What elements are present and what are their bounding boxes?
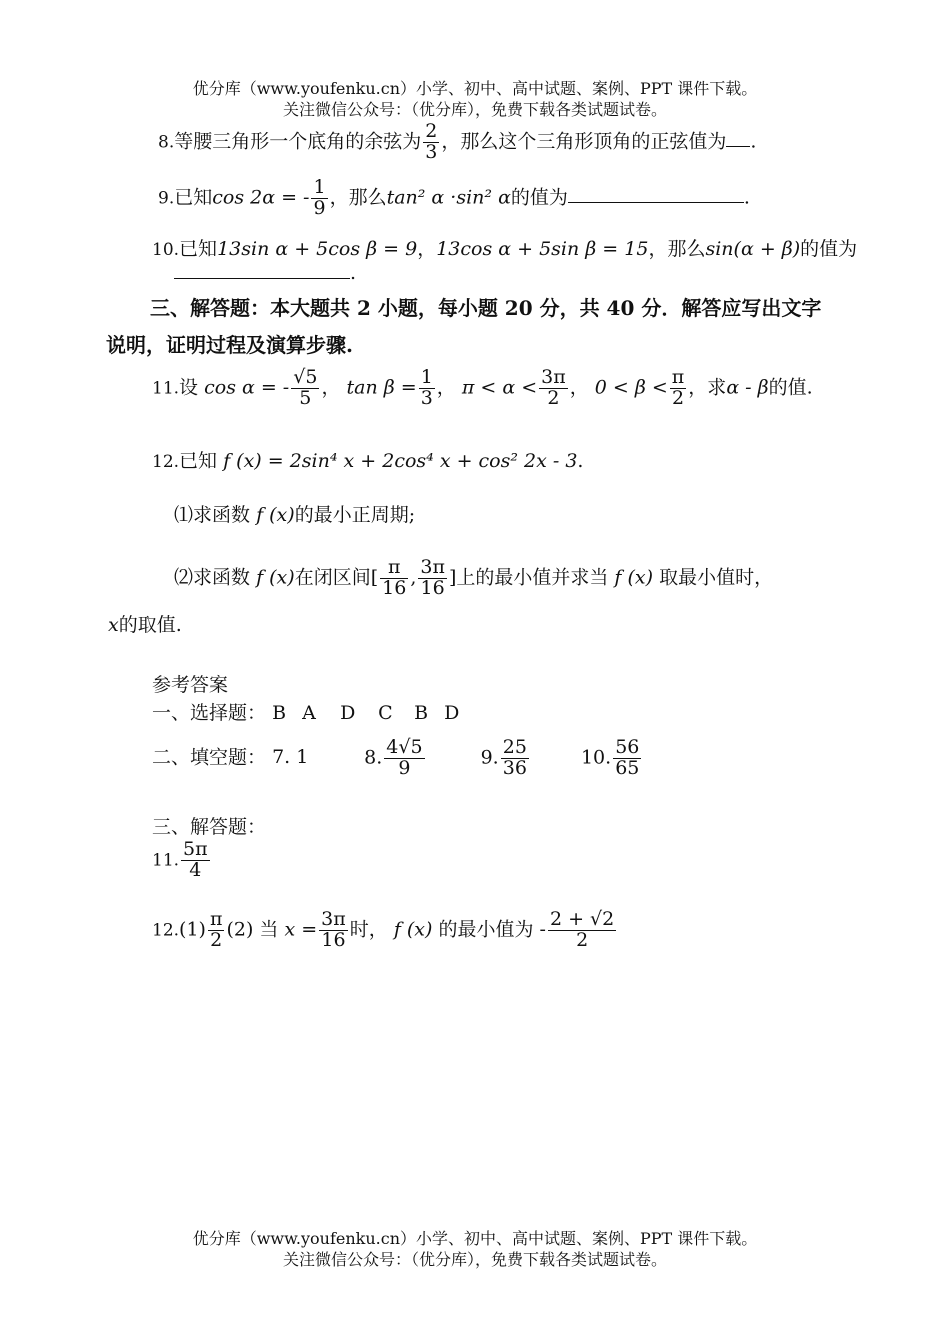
question-12-part-2: ⑵求函数 f (x)在闭区间[ $\frac{\pi}{16}$ , $\frac{3\pi}{16}$ ]上的最小值并求当 f (x) 取最小值时， bbox=[174, 556, 774, 599]
footer-line-1: 优分库（www.youfenku.cn）小学、初中、高中试题、案例、PPT 课件下载。 bbox=[192, 1229, 758, 1248]
footer-line-2: 关注微信公众号：（优分库），免费下载各类试题试卷。 bbox=[282, 1250, 667, 1269]
answers-solve-label: 三、解答题： bbox=[152, 816, 267, 838]
answers-title: 参考答案 bbox=[152, 674, 229, 696]
question-10: 10.已知13sin α + 5cos β = 9，13cos α + 5sin β = 15，那么sin(α + β)的值为 bbox=[152, 238, 858, 260]
question-12-part-1: ⑴求函数 f (x)的最小正周期; bbox=[174, 504, 416, 526]
answers-fill: 二、填空题： 7. 1 8. $\frac{4√5}{9}$ 9. $\frac{25}{36}$ 10. $\frac{56}{65}$ bbox=[152, 736, 640, 779]
answer-11: 11. $\frac{5\pi}{4}$ bbox=[152, 838, 208, 881]
answer-12: 12.(1) $\frac{\pi}{2}$ (2) 当 x = $\frac{3\pi}{16}$ 时， f (x) 的最小值为 - $\frac{2 + √2}{2}$ bbox=[152, 908, 615, 951]
section-3-heading-line-2: 说明，证明过程及演算步骤. bbox=[106, 333, 353, 357]
choice-5: B bbox=[414, 702, 429, 724]
answer-blank bbox=[568, 202, 744, 203]
choice-3: D bbox=[340, 702, 356, 724]
answers-choice: 一、选择题： B A D C B D bbox=[152, 698, 464, 725]
question-12: 12.已知 f (x) = 2sin⁴ x + 2cos⁴ x + cos² 2x - 3. bbox=[152, 450, 584, 472]
question-10-blank: . bbox=[174, 262, 356, 284]
header-line-1: 优分库（www.youfenku.cn）小学、初中、高中试题、案例、PPT 课件下载。 bbox=[192, 79, 758, 98]
choice-1: B bbox=[272, 702, 287, 724]
choice-4: C bbox=[378, 702, 393, 724]
question-9: 9.已知cos 2α = - $\frac{1}{9}$ ，那么tan² α ·sin² α的值为 . bbox=[158, 176, 750, 219]
header-line-2: 关注微信公众号：（优分库），免费下载各类试题试卷。 bbox=[282, 100, 667, 119]
choice-2: A bbox=[302, 702, 316, 724]
question-12-part-2-line-2: x的取值. bbox=[108, 614, 182, 636]
answer-blank bbox=[726, 146, 750, 147]
question-11: 11.设 cos α = - $\frac{√5}{5}$ ， tan β = $\frac{1}{3}$ ， π < α < $\frac{3\pi}{2}$ ， 0 < β < $\frac{\pi}{2}$ ，求α - β的值. bbox=[152, 366, 813, 409]
section-3-heading: 三、解答题：本大题共 2 小题，每小题 20 分，共 40 分．解答应写出文字 bbox=[150, 296, 822, 320]
question-8: 8.等腰三角形一个底角的余弦为 $\frac{2}{3}$ ，那么这个三角形顶角的正弦值为 . bbox=[158, 120, 757, 163]
choice-6: D bbox=[444, 702, 460, 724]
